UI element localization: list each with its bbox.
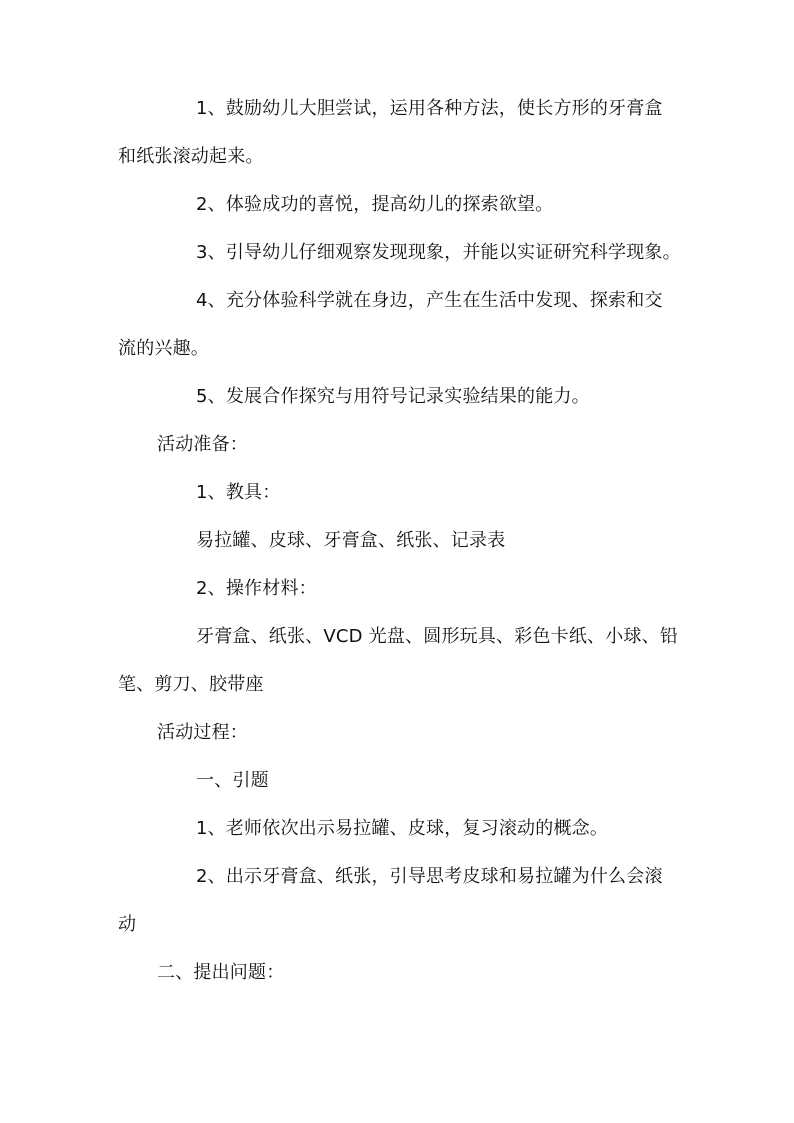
paragraph-line: 流的兴趣。 [118, 338, 209, 359]
section-heading: 二、提出问题： [157, 962, 285, 983]
section-heading: 活动准备： [157, 434, 248, 455]
paragraph-line: 牙膏盒、纸张、VCD 光盘、圆形玩具、彩色卡纸、小球、铅 [196, 626, 679, 647]
paragraph-line: 1、鼓励幼儿大胆尝试，运用各种方法，使长方形的牙膏盒 [196, 98, 663, 119]
paragraph-line: 2、出示牙膏盒、纸张，引导思考皮球和易拉罐为什么会滚 [196, 866, 663, 887]
paragraph-line: 1、教具： [196, 482, 281, 503]
paragraph-line: 易拉罐、皮球、牙膏盒、纸张、记录表 [196, 530, 506, 551]
paragraph-line: 动 [118, 914, 137, 935]
paragraph-line: 5、发展合作探究与用符号记录实验结果的能力。 [196, 386, 590, 407]
paragraph-line: 1、老师依次出示易拉罐、皮球，复习滚动的概念。 [196, 818, 609, 839]
paragraph-line: 和纸张滚动起来。 [118, 146, 264, 167]
paragraph-line: 2、操作材料： [196, 578, 317, 599]
section-heading: 活动过程： [157, 722, 248, 743]
paragraph-line: 笔、剪刀、胶带座 [118, 674, 264, 695]
paragraph-line: 3、引导幼儿仔细观察发现现象，并能以实证研究科学现象。 [196, 242, 681, 263]
paragraph-line: 4、充分体验科学就在身边，产生在生活中发现、探索和交 [196, 290, 663, 311]
subsection-heading: 一、引题 [196, 770, 269, 791]
paragraph-line: 2、体验成功的喜悦，提高幼儿的探索欲望。 [196, 194, 554, 215]
